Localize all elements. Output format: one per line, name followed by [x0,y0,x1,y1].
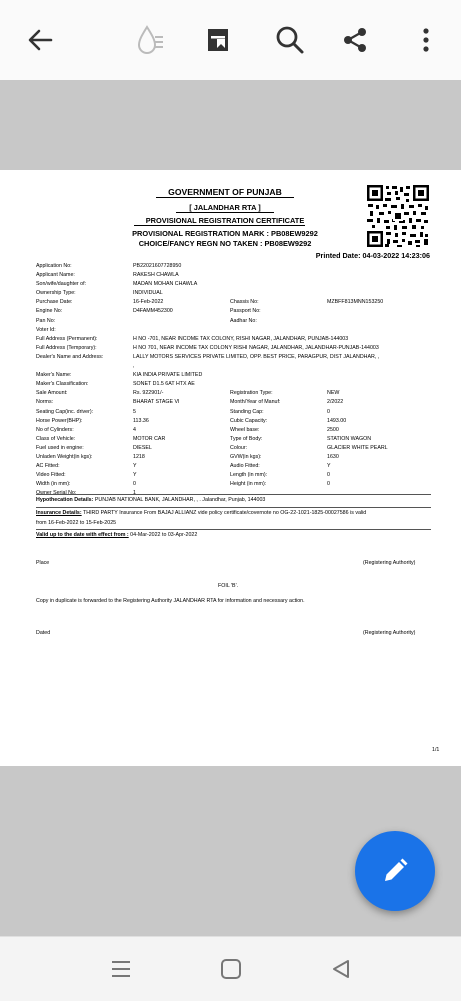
field-value: Y [133,463,137,470]
qr-code [366,184,430,248]
field-label: Pan No: [36,317,56,324]
field-value: PB22021607728950 [133,263,182,269]
table-row [36,307,436,316]
field-label: AC Fitted: [36,463,60,470]
field-label: Chassis No: [230,299,259,306]
insurance-details [36,510,366,516]
field-value: 0 [327,481,330,488]
field-value: GLACIER WHITE PEARL [327,444,388,451]
field-value: 1218 [133,453,145,460]
table-row [36,408,436,417]
field-label: Standing Cap: [230,408,264,415]
divider [36,529,431,530]
field-label: Engine No: [36,308,63,315]
viewer-background-top [0,80,461,170]
field-value: KIA INDIA PRIVATE LIMITED [133,372,203,379]
field-label: Full Address (Temporary): [36,344,97,351]
field-value: MOTOR CAR [133,435,166,442]
field-label: Purchase Date: [36,299,73,306]
table-row [36,444,436,453]
registering-authority-2: (Registering Authority) [363,630,416,636]
table-row [36,480,436,489]
field-label: Length (in mm): [230,472,268,479]
doc-cert-title: PROVISIONAL REGISTRATION CERTIFICATE [145,216,305,225]
field-value: 5 [133,408,136,415]
field-value: DIESEL [133,444,152,451]
field-label: Cubic Capacity: [230,417,268,424]
table-row [36,417,436,426]
field-label: Unladen Weight(in kgs): [36,453,93,460]
rta-underline [176,212,274,213]
field-label: Video Fitted: [36,472,66,479]
insurance-validity: from 16-Feb-2022 to 15-Feb-2025 [36,520,117,526]
field-value: RAKESH CHAWLA [133,272,179,279]
table-row [36,398,436,407]
arrow-left-icon[interactable] [22,22,58,58]
address-row [36,344,436,353]
table-row [36,317,436,326]
foil-label: FOIL 'B'. [218,583,239,589]
address-row [36,353,436,362]
edit-pencil-icon [378,854,412,888]
field-label: Full Address (Permanent): [36,335,98,342]
valid-label: Valid up to the date with effect from : [36,532,129,538]
field-label: Maker's Classification: [36,381,89,388]
field-value: MADAN MOHAN CHAWLA [133,281,198,288]
field-value: INDIVIDUAL [133,290,163,297]
field-label: Ownership Type: [36,290,76,297]
search-icon[interactable] [272,22,308,58]
table-row [36,380,436,389]
field-value: Y [133,472,137,479]
table-row [36,280,436,289]
field-label: Audio Fitted: [230,463,260,470]
doc-fancy-no: CHOICE/FANCY REGN NO TAKEN : PB08EW9292 [138,239,312,248]
field-value: LALLY MOTORS SERVICES PRIVATE LIMITED, OPP. BEST PRICE, PARAGPUR, DIST JALANDHAR, , [133,353,380,360]
hypothecation-label: Hypothecation Details: [36,497,94,503]
field-value: SONET D1.5 6AT HTX AE [133,381,195,388]
field-label: Width (in mm): [36,481,71,488]
top-toolbar [0,0,461,81]
table-row [36,298,436,307]
table-row [36,462,436,471]
field-label: No of Cylinders: [36,426,74,433]
field-label: Norms: [36,399,54,406]
table-row [36,371,436,380]
field-value: 2500 [327,426,339,433]
share-icon[interactable] [337,22,373,58]
divider [36,494,431,495]
field-value: 2/2022 [327,399,344,406]
field-label: Son/wife/daughter of: [36,281,87,288]
hypothecation-details [36,497,265,503]
table-row [36,389,436,398]
water-drop-icon[interactable] [132,22,168,58]
valid-value: 04-Mar-2022 to 03-Apr-2022 [128,532,198,538]
field-label: Applicant Name: [36,272,75,279]
field-label: Seating Cap(inc. driver): [36,408,94,415]
field-value: D4FAMM452300 [133,308,173,315]
field-label: Horse Power(BHP): [36,417,83,424]
field-value: STATION WAGON [327,435,372,442]
table-row [36,262,436,271]
field-value: 1493.00 [327,417,347,424]
field-value: NEW [327,390,340,397]
field-label: Class of Vehicle: [36,435,76,442]
field-value: MZBFF813MNN153250 [327,299,384,306]
cert-underline [134,225,305,226]
table-row [36,453,436,462]
dated-label: Dated [36,630,51,636]
address-row [36,362,436,371]
field-value: Y [327,463,331,470]
system-nav-bar [0,936,461,1001]
field-label: Wheel base: [230,426,260,433]
bookmark-icon[interactable] [200,22,236,58]
field-label: Owner Serial No: [36,490,77,497]
field-label: Registration Type: [230,390,273,397]
field-value: 113.36 [133,417,149,424]
copy-forward-text: Copy in duplicate is forwarded to the Registering Authority JALANDHAR RTA for information and necessary action. [36,598,305,604]
field-value: H NO -701, NEAR INCOME TAX COLONY, RISHI NAGAR, JALANDHAR, PUNJAB-144003 [133,335,349,342]
doc-rta: [ JALANDHAR RTA ] [189,203,261,212]
field-label: Month/Year of Manuf: [230,399,281,406]
field-label: Application No: [36,263,72,269]
field-label: Colour: [230,444,248,451]
table-row [36,326,436,335]
registering-authority-1: (Registering Authority) [363,560,416,566]
field-value: Rs. 922901/- [133,390,164,397]
doc-reg-mark: PROVISIONAL REGISTRATION MARK : PB08EW9292 [132,229,318,238]
field-value: , [133,363,135,370]
doc-title: GOVERNMENT OF PUNJAB [168,187,282,197]
valid-upto [36,532,197,538]
page-number: 1/1 [432,747,440,753]
field-label: Sale Amount: [36,390,68,397]
table-row [36,289,436,298]
field-value: BHARAT STAGE VI [133,399,180,406]
back-triangle-icon[interactable] [330,958,352,985]
field-value: 0 [327,408,330,415]
divider [36,507,431,508]
address-row [36,335,436,344]
edit-button[interactable] [355,831,435,911]
field-label: Dealer's Name and Address: [36,353,104,360]
field-label: Maker's Name: [36,372,72,379]
table-row [36,271,436,280]
title-underline [156,197,294,198]
more-vert-icon[interactable] [408,22,444,58]
field-value: H NO 701, NEAR INCOME TAX COLONY RISHI NAGAR, JALANDHAR, JALANDHAR-PUNJAB-144003 [133,344,379,351]
field-value: 1 [133,490,136,497]
field-value: 0 [327,472,330,479]
insurance-label: Insurance Details: [36,510,82,516]
hypothecation-value: PUNJAB NATIONAL BANK, JALANDHAR, , . Jalandhar, Punjab, 144003 [93,497,266,503]
printed-date: Printed Date: 04-03-2022 14:23:06 [315,251,430,260]
field-label: Passport No: [230,308,261,315]
field-label: Type of Body: [230,435,263,442]
field-value: 16-Feb-2022 [133,299,164,306]
table-row [36,426,436,435]
home-icon[interactable] [220,958,242,985]
table-row [36,471,436,480]
field-label: Aadhar No: [230,317,257,324]
field-value: 4 [133,426,136,433]
field-label: Height (in mm): [230,481,267,488]
field-value: 0 [133,481,136,488]
field-value: 1630 [327,453,339,460]
table-row [36,435,436,444]
field-label: Fuel used in engine: [36,444,84,451]
insurance-value: THIRD PARTY Insurance From BAJAJ ALLIANZ vide policy certificate/covernote no OG-22-1021-1825-00027586 is valid [81,510,367,516]
recent-apps-icon[interactable] [110,959,132,984]
field-label: GVW(in kgs): [230,453,262,460]
applicant-details [36,262,436,498]
place-label: Place [36,560,50,566]
field-label: Voter Id: [36,326,56,333]
